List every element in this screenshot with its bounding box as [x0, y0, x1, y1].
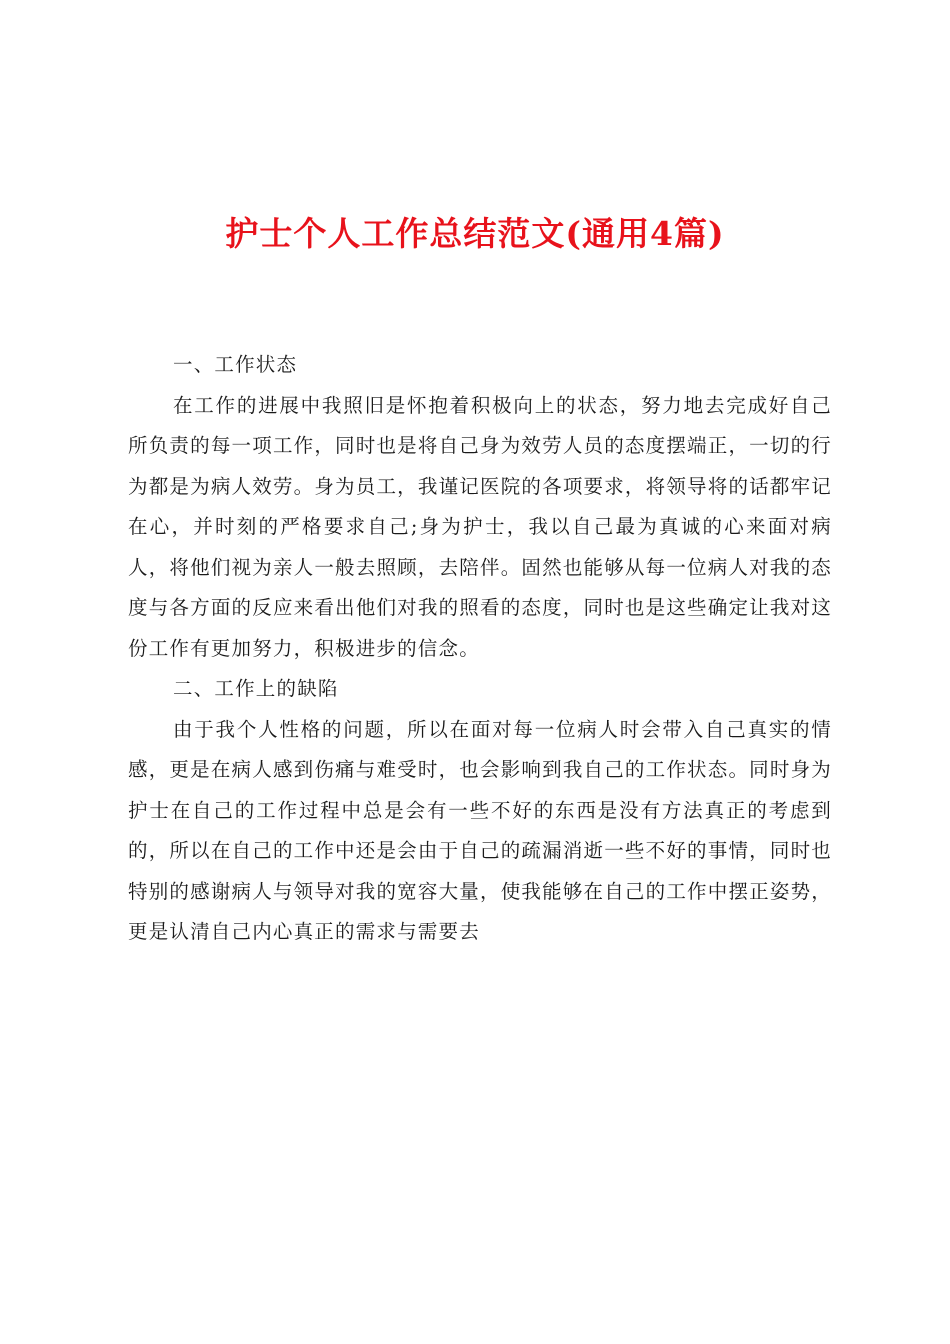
- section-heading-work-shortcomings: 二、工作上的缺陷: [173, 677, 339, 700]
- section-paragraph-work-status: 在工作的进展中我照旧是怀抱着积极向上的状态，努力地去完成好自己所负责的每一项工作，同时也是将自己身为效劳人员的态度摆端正，一切的行为都是为病人效劳。身为员工，我谨记医院的各项要求，将领导将的话都牢记在心，并时刻的严格要求自己;身为护士，我以自己最为真诚的心来面对病人，将他们视为亲人一般去照顾，去陪伴。固然也能够从每一位病人对我的态度与各方面的反应来看出他们对我的照看的态度，同时也是这些确定让我对这份工作有更加努力，积极进步的信念。: [128, 393, 832, 660]
- document-body: [128, 345, 832, 953]
- section-heading-work-status: 一、工作状态: [173, 353, 298, 376]
- document-title: 护士个人工作总结范文(通用4篇): [225, 214, 725, 253]
- section-paragraph-work-shortcomings: 由于我个人性格的问题，所以在面对每一位病人时会带入自己真实的情感，更是在病人感到伤痛与难受时，也会影响到我自己的工作状态。同时身为护士在自己的工作过程中总是会有一些不好的东西是没有方法真正的考虑到的，所以在自己的工作中还是会由于自己的疏漏消逝一些不好的事情，同时也特别的感谢病人与领导对我的宽容大量，使我能够在自己的工作中摆正姿势，更是认清自己内心真正的需求与需要去: [128, 717, 832, 943]
